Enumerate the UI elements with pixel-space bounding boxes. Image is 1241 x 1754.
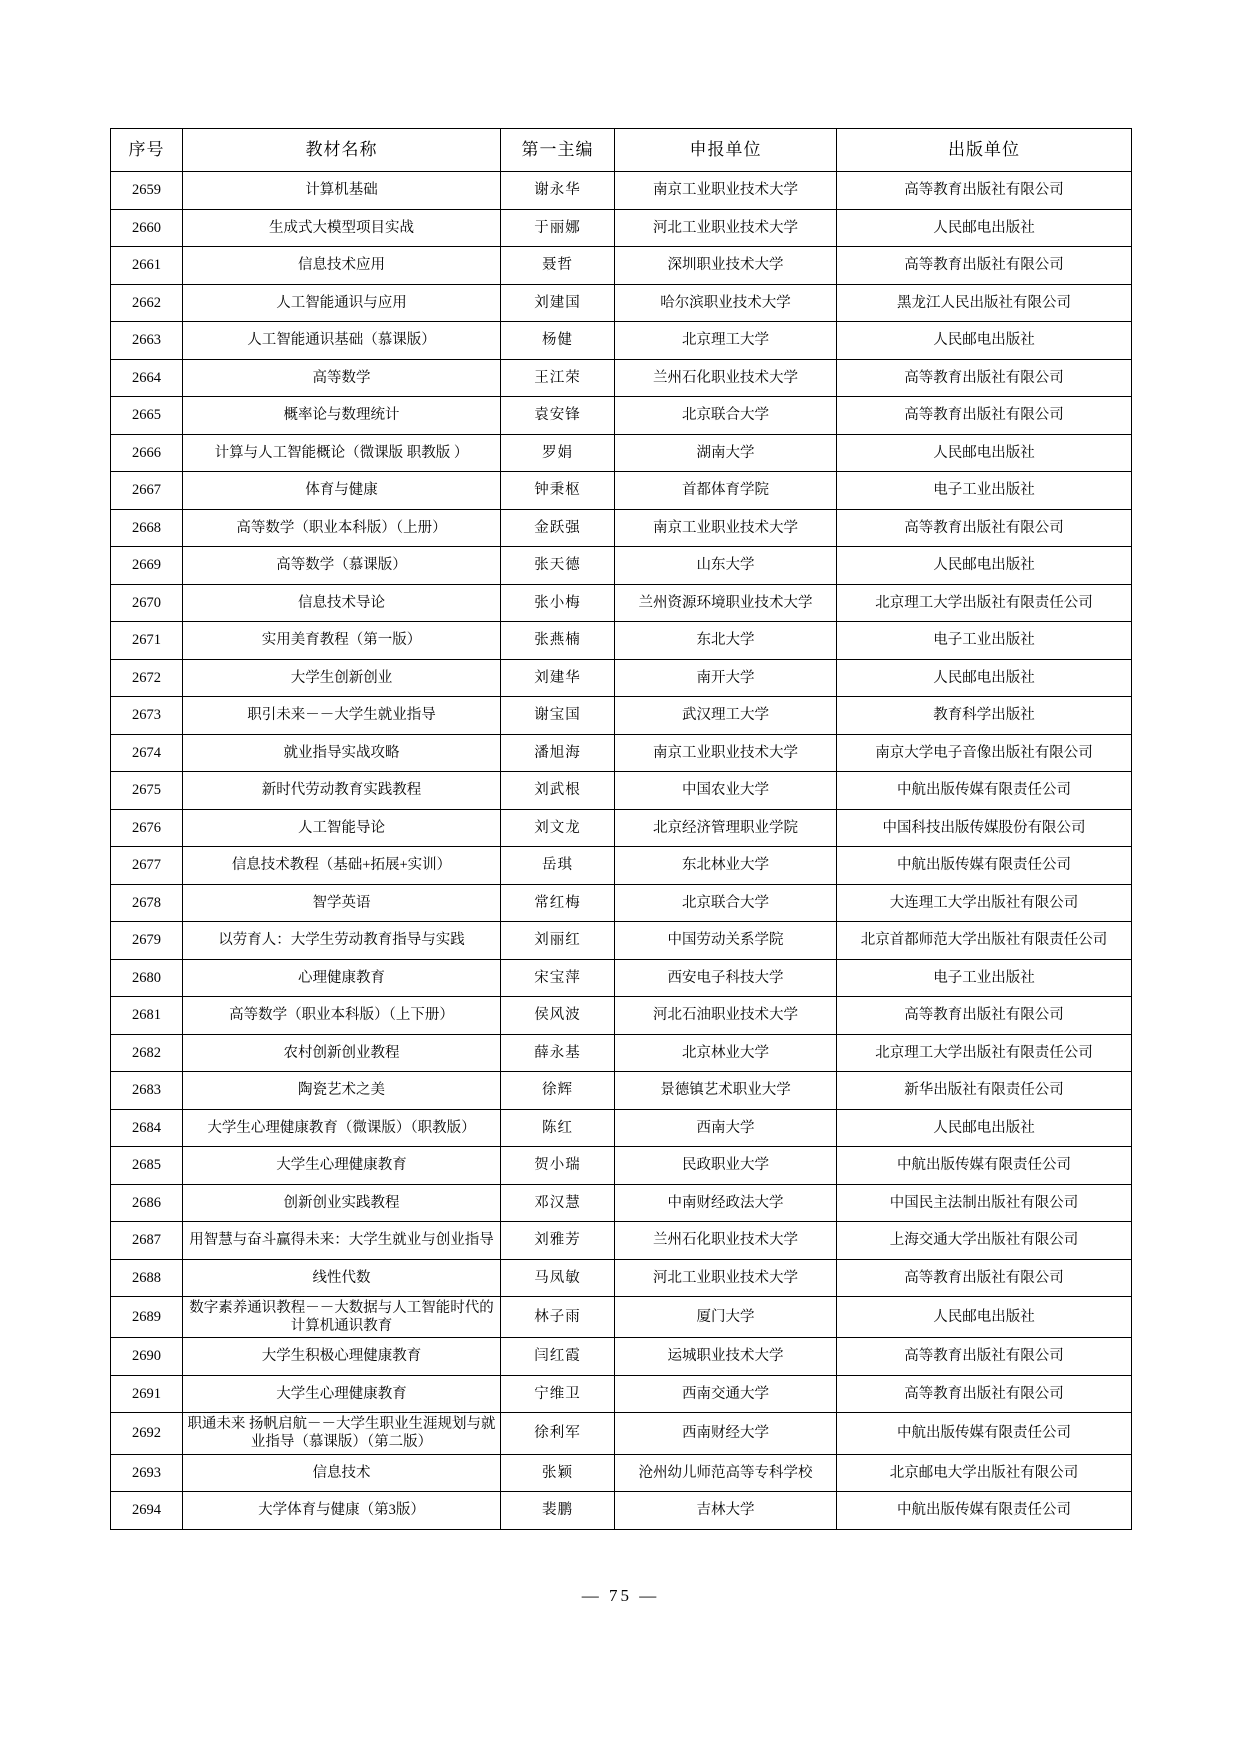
- cell-publisher: 北京邮电大学出版社有限公司: [837, 1454, 1132, 1492]
- table-row: [111, 1222, 1132, 1260]
- cell-publisher: 大连理工大学出版社有限公司: [837, 884, 1132, 922]
- cell-no: 2672: [111, 659, 183, 697]
- column-header-title: 教材名称: [183, 129, 501, 172]
- cell-title: 大学体育与健康（第3版）: [183, 1492, 501, 1530]
- cell-publisher: 北京首都师范大学出版社有限责任公司: [837, 922, 1132, 960]
- cell-no: 2661: [111, 247, 183, 285]
- cell-publisher: 高等教育出版社有限公司: [837, 997, 1132, 1035]
- table-row: [111, 772, 1132, 810]
- cell-no: 2684: [111, 1109, 183, 1147]
- table-row: [111, 322, 1132, 360]
- table-row: [111, 659, 1132, 697]
- table-row: [111, 584, 1132, 622]
- cell-no: 2686: [111, 1184, 183, 1222]
- cell-no: 2688: [111, 1259, 183, 1297]
- cell-no: 2674: [111, 734, 183, 772]
- cell-no: 2687: [111, 1222, 183, 1260]
- cell-unit: 北京经济管理职业学院: [615, 809, 837, 847]
- table-body: [111, 172, 1132, 1530]
- cell-publisher: 中航出版传媒有限责任公司: [837, 772, 1132, 810]
- cell-unit: 南京工业职业技术大学: [615, 509, 837, 547]
- table-row: [111, 734, 1132, 772]
- cell-editor: 杨健: [501, 322, 615, 360]
- cell-editor: 宋宝萍: [501, 959, 615, 997]
- cell-editor: 徐利军: [501, 1413, 615, 1454]
- cell-no: 2680: [111, 959, 183, 997]
- table-row: [111, 622, 1132, 660]
- cell-editor: 金跃强: [501, 509, 615, 547]
- cell-publisher: 人民邮电出版社: [837, 434, 1132, 472]
- cell-title: 大学生创新创业: [183, 659, 501, 697]
- cell-publisher: 高等教育出版社有限公司: [837, 247, 1132, 285]
- table-header-row: [111, 129, 1132, 172]
- cell-unit: 沧州幼儿师范高等专科学校: [615, 1454, 837, 1492]
- cell-editor: 张小梅: [501, 584, 615, 622]
- cell-editor: 张天德: [501, 547, 615, 585]
- cell-title: 数字素养通识教程－－大数据与人工智能时代的计算机通识教育: [183, 1297, 501, 1338]
- table-row: [111, 172, 1132, 210]
- cell-title: 高等数学（职业本科版）（上下册）: [183, 997, 501, 1035]
- cell-editor: 岳琪: [501, 847, 615, 885]
- cell-editor: 常红梅: [501, 884, 615, 922]
- cell-unit: 北京联合大学: [615, 884, 837, 922]
- column-header-publisher: 出版单位: [837, 129, 1132, 172]
- cell-editor: 邓汉慧: [501, 1184, 615, 1222]
- cell-publisher: 人民邮电出版社: [837, 1109, 1132, 1147]
- cell-unit: 厦门大学: [615, 1297, 837, 1338]
- cell-publisher: 上海交通大学出版社有限公司: [837, 1222, 1132, 1260]
- cell-no: 2660: [111, 209, 183, 247]
- cell-no: 2685: [111, 1147, 183, 1185]
- cell-publisher: 人民邮电出版社: [837, 322, 1132, 360]
- cell-publisher: 黑龙江人民出版社有限公司: [837, 284, 1132, 322]
- cell-unit: 湖南大学: [615, 434, 837, 472]
- cell-publisher: 北京理工大学出版社有限责任公司: [837, 1034, 1132, 1072]
- cell-publisher: 高等教育出版社有限公司: [837, 1375, 1132, 1413]
- cell-no: 2664: [111, 359, 183, 397]
- cell-publisher: 高等教育出版社有限公司: [837, 359, 1132, 397]
- cell-title: 计算与人工智能概论（微课版 职教版 ）: [183, 434, 501, 472]
- cell-unit: 河北石油职业技术大学: [615, 997, 837, 1035]
- cell-no: 2681: [111, 997, 183, 1035]
- cell-publisher: 电子工业出版社: [837, 472, 1132, 510]
- cell-editor: 聂哲: [501, 247, 615, 285]
- cell-unit: 首都体育学院: [615, 472, 837, 510]
- cell-editor: 谢永华: [501, 172, 615, 210]
- table-row: [111, 1147, 1132, 1185]
- cell-no: 2665: [111, 397, 183, 435]
- table-row: [111, 1492, 1132, 1530]
- cell-unit: 山东大学: [615, 547, 837, 585]
- table-row: [111, 1413, 1132, 1454]
- cell-no: 2676: [111, 809, 183, 847]
- cell-unit: 河北工业职业技术大学: [615, 209, 837, 247]
- cell-title: 大学生心理健康教育: [183, 1375, 501, 1413]
- cell-no: 2693: [111, 1454, 183, 1492]
- cell-publisher: 高等教育出版社有限公司: [837, 1338, 1132, 1376]
- table-row: [111, 809, 1132, 847]
- cell-unit: 中国劳动关系学院: [615, 922, 837, 960]
- table-row: [111, 209, 1132, 247]
- cell-title: 信息技术应用: [183, 247, 501, 285]
- textbook-list-table: [110, 128, 1132, 1530]
- cell-title: 生成式大模型项目实战: [183, 209, 501, 247]
- table-row: [111, 884, 1132, 922]
- cell-editor: 刘建国: [501, 284, 615, 322]
- cell-unit: 北京林业大学: [615, 1034, 837, 1072]
- table-row: [111, 1297, 1132, 1338]
- cell-unit: 景德镇艺术职业大学: [615, 1072, 837, 1110]
- cell-editor: 张燕楠: [501, 622, 615, 660]
- cell-title: 职引未来－－大学生就业指导: [183, 697, 501, 735]
- cell-title: 高等数学: [183, 359, 501, 397]
- cell-unit: 西南交通大学: [615, 1375, 837, 1413]
- cell-title: 陶瓷艺术之美: [183, 1072, 501, 1110]
- cell-publisher: 中国科技出版传媒股份有限公司: [837, 809, 1132, 847]
- cell-title: 创新创业实践教程: [183, 1184, 501, 1222]
- cell-title: 概率论与数理统计: [183, 397, 501, 435]
- table-row: [111, 959, 1132, 997]
- cell-editor: 薛永基: [501, 1034, 615, 1072]
- cell-title: 信息技术导论: [183, 584, 501, 622]
- cell-title: 以劳育人：大学生劳动教育指导与实践: [183, 922, 501, 960]
- cell-unit: 西南财经大学: [615, 1413, 837, 1454]
- cell-no: 2675: [111, 772, 183, 810]
- cell-editor: 侯风波: [501, 997, 615, 1035]
- cell-title: 大学生心理健康教育（微课版）（职教版）: [183, 1109, 501, 1147]
- cell-no: 2678: [111, 884, 183, 922]
- cell-unit: 西安电子科技大学: [615, 959, 837, 997]
- column-header-no: 序号: [111, 129, 183, 172]
- cell-publisher: 新华出版社有限责任公司: [837, 1072, 1132, 1110]
- cell-editor: 陈红: [501, 1109, 615, 1147]
- cell-unit: 东北林业大学: [615, 847, 837, 885]
- cell-no: 2662: [111, 284, 183, 322]
- cell-editor: 钟秉枢: [501, 472, 615, 510]
- cell-publisher: 教育科学出版社: [837, 697, 1132, 735]
- page-number: — 75 —: [581, 1586, 660, 1605]
- cell-title: 智学英语: [183, 884, 501, 922]
- cell-title: 信息技术教程（基础+拓展+实训）: [183, 847, 501, 885]
- cell-title: 人工智能通识与应用: [183, 284, 501, 322]
- table-row: [111, 997, 1132, 1035]
- cell-no: 2691: [111, 1375, 183, 1413]
- cell-title: 农村创新创业教程: [183, 1034, 501, 1072]
- cell-unit: 兰州石化职业技术大学: [615, 1222, 837, 1260]
- cell-title: 线性代数: [183, 1259, 501, 1297]
- cell-title: 用智慧与奋斗赢得未来：大学生就业与创业指导: [183, 1222, 501, 1260]
- cell-unit: 北京联合大学: [615, 397, 837, 435]
- cell-title: 人工智能通识基础（慕课版）: [183, 322, 501, 360]
- cell-publisher: 中航出版传媒有限责任公司: [837, 1413, 1132, 1454]
- table-row: [111, 247, 1132, 285]
- cell-title: 实用美育教程（第一版）: [183, 622, 501, 660]
- cell-unit: 武汉理工大学: [615, 697, 837, 735]
- cell-title: 人工智能导论: [183, 809, 501, 847]
- cell-no: 2670: [111, 584, 183, 622]
- cell-title: 大学生心理健康教育: [183, 1147, 501, 1185]
- cell-editor: 刘文龙: [501, 809, 615, 847]
- table-row: [111, 1184, 1132, 1222]
- cell-editor: 谢宝国: [501, 697, 615, 735]
- cell-no: 2677: [111, 847, 183, 885]
- cell-publisher: 中国民主法制出版社有限公司: [837, 1184, 1132, 1222]
- column-header-editor: 第一主编: [501, 129, 615, 172]
- cell-publisher: 人民邮电出版社: [837, 1297, 1132, 1338]
- cell-editor: 张颖: [501, 1454, 615, 1492]
- cell-unit: 西南大学: [615, 1109, 837, 1147]
- cell-title: 大学生积极心理健康教育: [183, 1338, 501, 1376]
- cell-editor: 闫红霞: [501, 1338, 615, 1376]
- cell-editor: 袁安锋: [501, 397, 615, 435]
- cell-no: 2692: [111, 1413, 183, 1454]
- cell-title: 心理健康教育: [183, 959, 501, 997]
- table-row: [111, 284, 1132, 322]
- cell-no: 2694: [111, 1492, 183, 1530]
- cell-no: 2671: [111, 622, 183, 660]
- cell-title: 高等数学（慕课版）: [183, 547, 501, 585]
- cell-title: 职通未来 扬帆启航－－大学生职业生涯规划与就业指导（慕课版）（第二版）: [183, 1413, 501, 1454]
- cell-publisher: 南京大学电子音像出版社有限公司: [837, 734, 1132, 772]
- table-row: [111, 434, 1132, 472]
- cell-no: 2666: [111, 434, 183, 472]
- cell-editor: 罗娟: [501, 434, 615, 472]
- cell-no: 2683: [111, 1072, 183, 1110]
- cell-publisher: 人民邮电出版社: [837, 209, 1132, 247]
- cell-publisher: 中航出版传媒有限责任公司: [837, 847, 1132, 885]
- cell-editor: 于丽娜: [501, 209, 615, 247]
- table-row: [111, 847, 1132, 885]
- cell-title: 计算机基础: [183, 172, 501, 210]
- cell-publisher: 高等教育出版社有限公司: [837, 1259, 1132, 1297]
- cell-no: 2673: [111, 697, 183, 735]
- cell-unit: 北京理工大学: [615, 322, 837, 360]
- table-row: [111, 1375, 1132, 1413]
- cell-editor: 贺小瑞: [501, 1147, 615, 1185]
- table-row: [111, 472, 1132, 510]
- cell-publisher: 电子工业出版社: [837, 959, 1132, 997]
- cell-no: 2689: [111, 1297, 183, 1338]
- cell-unit: 运城职业技术大学: [615, 1338, 837, 1376]
- cell-editor: 王江荣: [501, 359, 615, 397]
- cell-no: 2659: [111, 172, 183, 210]
- table-row: [111, 1454, 1132, 1492]
- table-row: [111, 697, 1132, 735]
- cell-publisher: 电子工业出版社: [837, 622, 1132, 660]
- cell-editor: 刘丽红: [501, 922, 615, 960]
- cell-publisher: 高等教育出版社有限公司: [837, 509, 1132, 547]
- cell-editor: 裴鹏: [501, 1492, 615, 1530]
- cell-no: 2682: [111, 1034, 183, 1072]
- cell-no: 2668: [111, 509, 183, 547]
- cell-publisher: 高等教育出版社有限公司: [837, 397, 1132, 435]
- cell-publisher: 人民邮电出版社: [837, 659, 1132, 697]
- cell-title: 高等数学（职业本科版）（上册）: [183, 509, 501, 547]
- cell-unit: 东北大学: [615, 622, 837, 660]
- cell-title: 新时代劳动教育实践教程: [183, 772, 501, 810]
- cell-unit: 兰州资源环境职业技术大学: [615, 584, 837, 622]
- table-row: [111, 509, 1132, 547]
- cell-no: 2679: [111, 922, 183, 960]
- cell-unit: 南开大学: [615, 659, 837, 697]
- cell-publisher: 北京理工大学出版社有限责任公司: [837, 584, 1132, 622]
- cell-editor: 徐辉: [501, 1072, 615, 1110]
- cell-unit: 南京工业职业技术大学: [615, 734, 837, 772]
- cell-no: 2690: [111, 1338, 183, 1376]
- table-row: [111, 1072, 1132, 1110]
- cell-publisher: 中航出版传媒有限责任公司: [837, 1147, 1132, 1185]
- cell-title: 体育与健康: [183, 472, 501, 510]
- table-row: [111, 397, 1132, 435]
- cell-unit: 民政职业大学: [615, 1147, 837, 1185]
- column-header-unit: 申报单位: [615, 129, 837, 172]
- table-row: [111, 1109, 1132, 1147]
- cell-no: 2663: [111, 322, 183, 360]
- cell-unit: 兰州石化职业技术大学: [615, 359, 837, 397]
- cell-publisher: 人民邮电出版社: [837, 547, 1132, 585]
- table-row: [111, 1259, 1132, 1297]
- cell-unit: 中国农业大学: [615, 772, 837, 810]
- cell-unit: 南京工业职业技术大学: [615, 172, 837, 210]
- cell-unit: 哈尔滨职业技术大学: [615, 284, 837, 322]
- cell-publisher: 中航出版传媒有限责任公司: [837, 1492, 1132, 1530]
- cell-editor: 林子雨: [501, 1297, 615, 1338]
- table-row: [111, 359, 1132, 397]
- cell-editor: 马凤敏: [501, 1259, 615, 1297]
- cell-editor: 刘建华: [501, 659, 615, 697]
- cell-editor: 刘雅芳: [501, 1222, 615, 1260]
- table-row: [111, 1338, 1132, 1376]
- cell-title: 信息技术: [183, 1454, 501, 1492]
- cell-publisher: 高等教育出版社有限公司: [837, 172, 1132, 210]
- cell-editor: 宁维卫: [501, 1375, 615, 1413]
- cell-editor: 刘武根: [501, 772, 615, 810]
- cell-unit: 河北工业职业技术大学: [615, 1259, 837, 1297]
- table-row: [111, 1034, 1132, 1072]
- table-row: [111, 922, 1132, 960]
- cell-no: 2669: [111, 547, 183, 585]
- cell-unit: 中南财经政法大学: [615, 1184, 837, 1222]
- cell-unit: 吉林大学: [615, 1492, 837, 1530]
- table-row: [111, 547, 1132, 585]
- cell-title: 就业指导实战攻略: [183, 734, 501, 772]
- cell-no: 2667: [111, 472, 183, 510]
- cell-unit: 深圳职业技术大学: [615, 247, 837, 285]
- cell-editor: 潘旭海: [501, 734, 615, 772]
